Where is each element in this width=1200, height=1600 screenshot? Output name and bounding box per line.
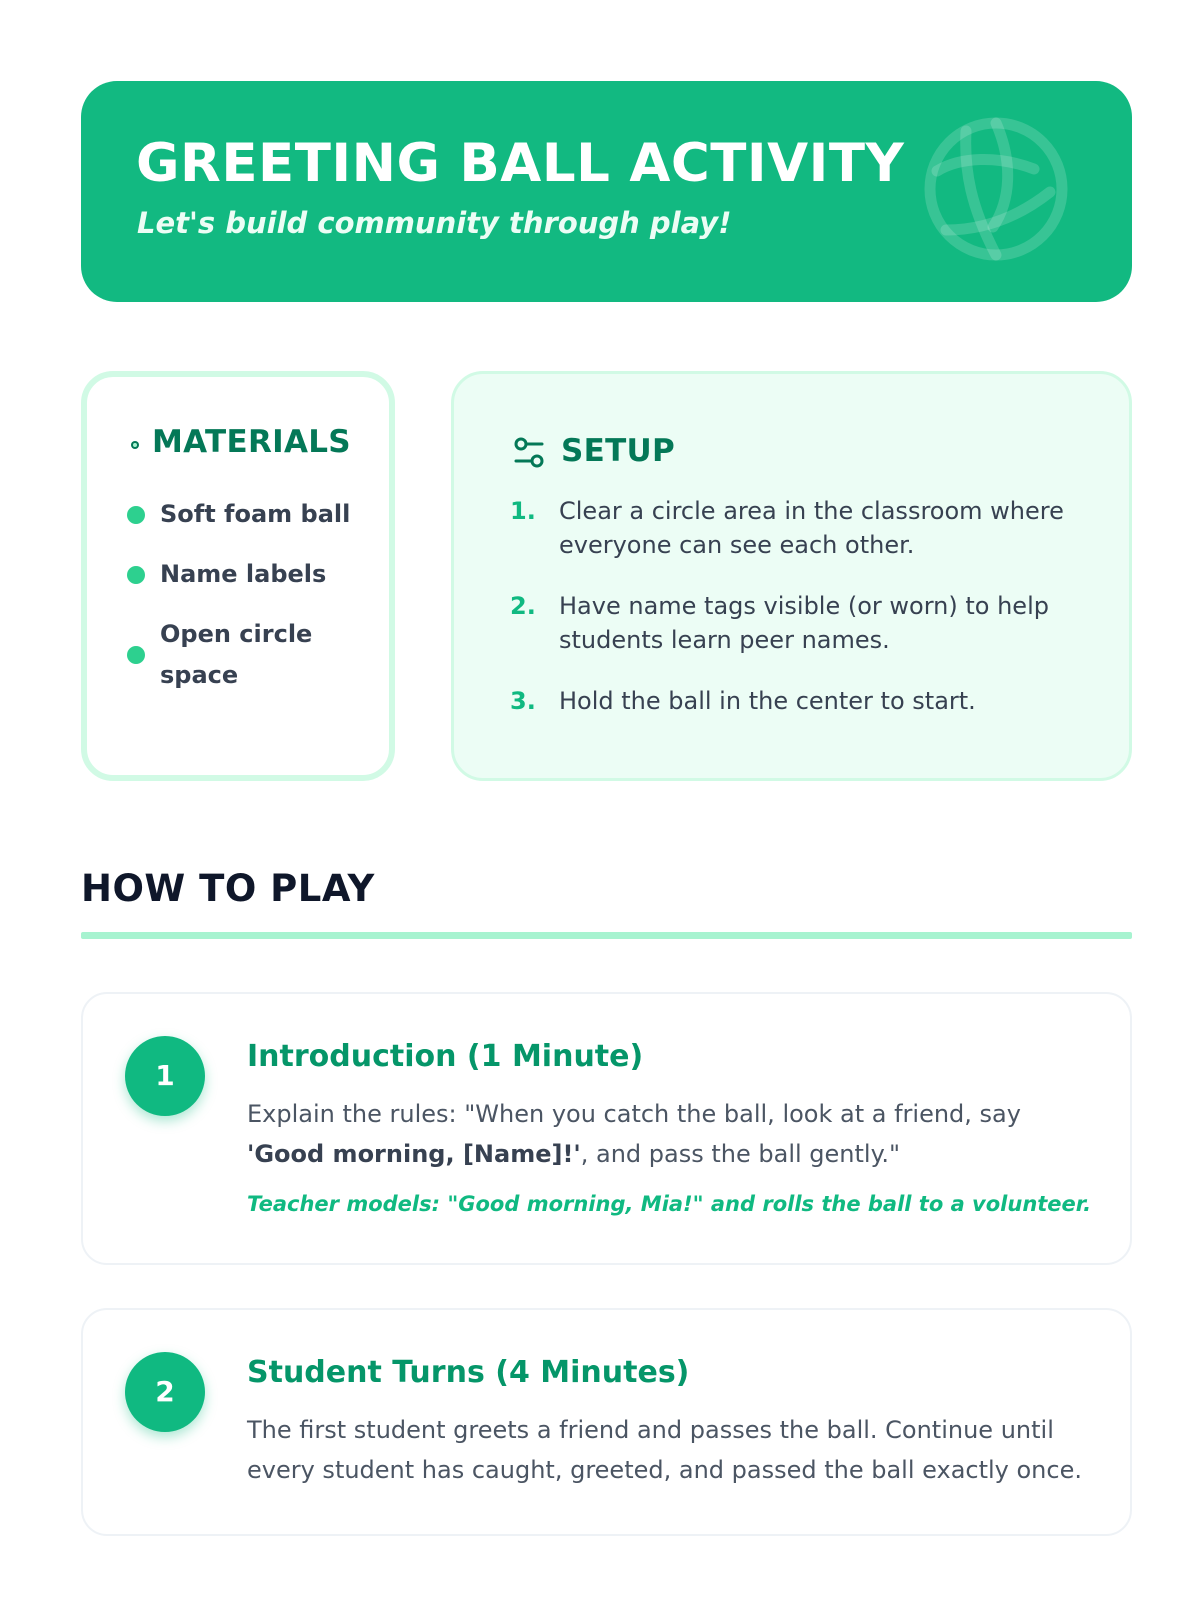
- list-item: [127, 554, 357, 595]
- volleyball-icon: [921, 114, 1071, 264]
- bullet-icon: [127, 566, 145, 584]
- step-number: 2.: [510, 592, 536, 620]
- step-description: [247, 1094, 1097, 1174]
- description-text: , and pass the ball gently.": [580, 1140, 901, 1168]
- page-title: GREETING BALL ACTIVITY: [136, 133, 905, 194]
- materials-card: [81, 371, 395, 781]
- setup-card: [451, 371, 1132, 781]
- step-description: The first student greets a friend and passes the ball. Continue until every student has caught, greeted, and passed the ball exactly once.: [247, 1416, 1082, 1484]
- section-divider: [81, 932, 1132, 939]
- dot-icon: [129, 439, 141, 451]
- materials-heading: MATERIALS: [152, 424, 351, 460]
- step-title: Introduction (1 Minute): [247, 1039, 644, 1074]
- list-item: [510, 494, 1090, 562]
- material-label: Name labels: [160, 560, 327, 588]
- step-number: 1.: [510, 497, 536, 525]
- step-number: 3.: [510, 687, 536, 715]
- bullet-icon: [127, 506, 145, 524]
- play-step-card: [81, 1308, 1132, 1536]
- material-label: Open circle space: [160, 620, 313, 689]
- list-item: [127, 614, 357, 696]
- how-to-play-heading: HOW TO PLAY: [81, 867, 375, 910]
- material-label: Soft foam ball: [160, 500, 351, 528]
- description-text: Explain the rules: "When you catch the ball, look at a friend, say: [247, 1100, 1021, 1128]
- sliders-icon: [512, 436, 546, 470]
- setup-list: [510, 494, 1090, 745]
- page-subtitle: Let's build community through play!: [137, 206, 732, 240]
- list-item: [127, 494, 357, 535]
- list-item: [510, 589, 1090, 657]
- step-text: Hold the ball in the center to start.: [559, 687, 976, 715]
- greeting-phrase: 'Good morning, [Name]!': [247, 1140, 581, 1168]
- step-text: Clear a circle area in the classroom where everyone can see each other.: [559, 497, 1064, 559]
- bullet-icon: [127, 646, 145, 664]
- overview-cards: [81, 371, 1132, 781]
- step-number-badge: 1: [125, 1036, 205, 1116]
- materials-list: [127, 494, 357, 715]
- step-number-badge: 2: [125, 1352, 205, 1432]
- setup-heading: SETUP: [561, 433, 676, 469]
- activity-page: [81, 81, 1132, 1484]
- step-text: Have name tags visible (or worn) to help students learn peer names.: [559, 592, 1049, 654]
- header-banner: [81, 81, 1132, 302]
- teacher-note: Teacher models: "Good morning, Mia!" and rolls the ball to a volunteer.: [247, 1192, 1092, 1216]
- play-step-card: [81, 992, 1132, 1265]
- list-item: [510, 684, 1090, 718]
- step-title: Student Turns (4 Minutes): [247, 1355, 690, 1390]
